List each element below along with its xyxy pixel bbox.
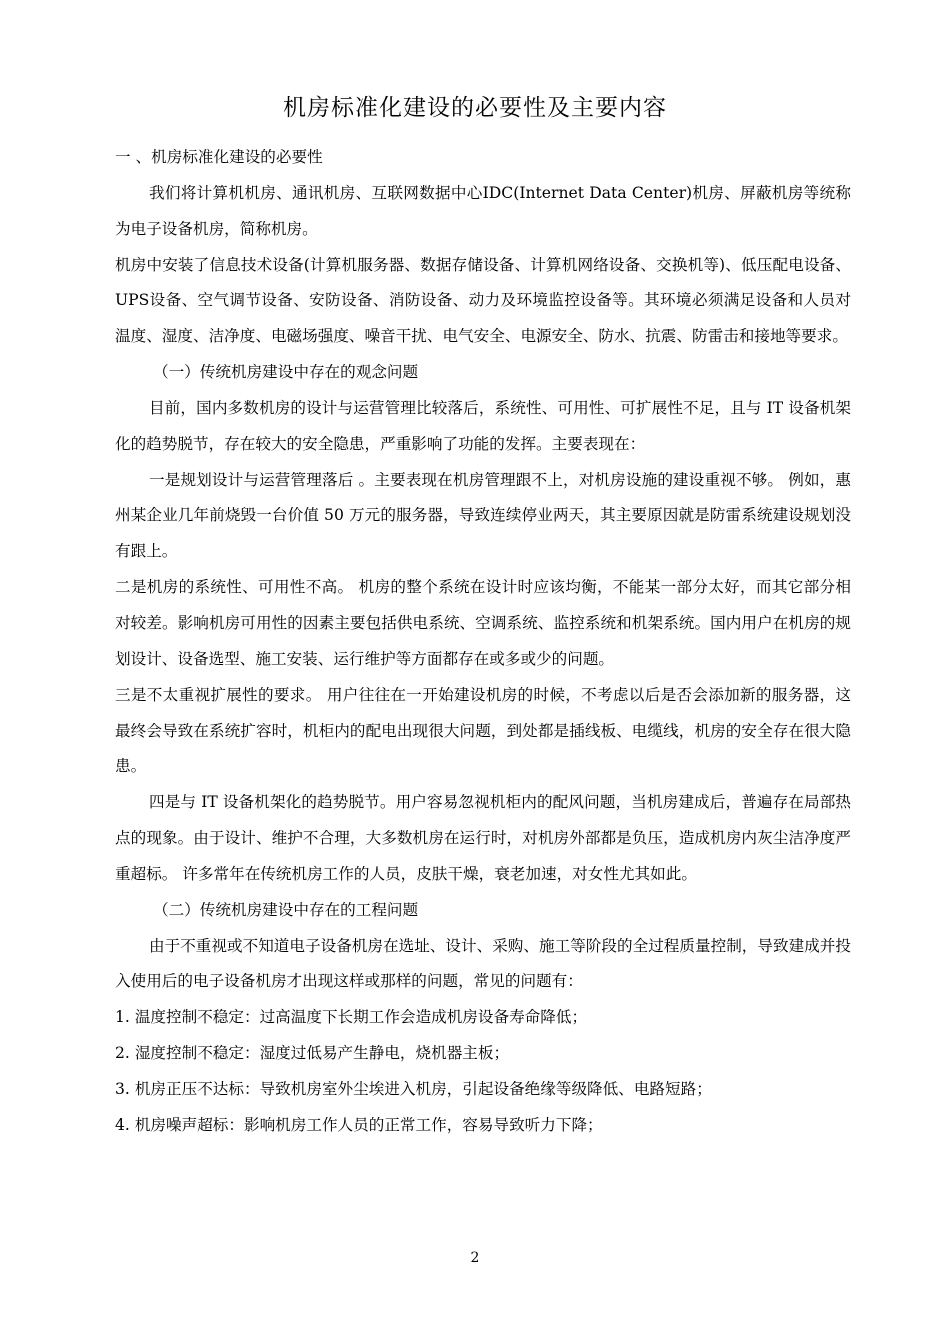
paragraph-intro-2: 机房中安装了信息技术设备(计算机服务器、数据存储设备、计算机网络设备、交换机等)、低压配电设备、UPS设备、空气调节设备、安防设备、消防设备、动力及环境监控设备等。其环境必须满足设备和人员对温度、湿度、洁净度、电磁场强度、噪音干扰、电气安全、电源安全、防水、抗震、防雷击和接地等要求。 bbox=[115, 255, 851, 346]
paragraph-concept-1: 一是规划设计与运营管理落后 。主要表现在机房管理跟不上，对机房设施的建设重视不够。 例如，惠州某企业几年前烧毁一台价值 50 万元的服务器，导致连续停业两天，其主要原因就是防雷系统建设规划没有跟上。 bbox=[115, 470, 851, 561]
list-item: 2. 湿度控制不稳定：湿度过低易产生静电，烧机器主板； bbox=[115, 1044, 510, 1063]
paragraph-concept-3: 三是不太重视扩展性的要求。 用户往往在一开始建设机房的时候，不考虑以后是否会添加新的服务器，这最终会导致在系统扩容时，机柜内的配电出现很大问题，到处都是插线板、电缆线，机房的安全存在很大隐患。 bbox=[115, 685, 851, 776]
paragraph-concept-4: 四是与 IT 设备机架化的趋势脱节。用户容易忽视机柜内的配风问题，当机房建成后，普遍存在局部热点的现象。由于设计、维护不合理，大多数机房在运行时，对机房外部都是负压，造成机房内灰尘洁净度严重超标。 许多常年在传统机房工作的人员，皮肤干燥，衰老加速，对女性尤其如此。 bbox=[115, 793, 851, 883]
page-number: 2 bbox=[470, 1250, 480, 1266]
paragraph-engineering-intro: 由于不重视或不知道电子设备机房在选址、设计、采购、施工等阶段的全过程质量控制，导致建成并投入使用后的电子设备机房才出现这样或那样的问题，常见的问题有： bbox=[115, 936, 851, 991]
paragraph-concept-2: 二是机房的系统性、可用性不高。 机房的整个系统在设计时应该均衡，不能某一部分太好，而其它部分相对较差。影响机房可用性的因素主要包括供电系统、空调系统、监控系统和机架系统。国内用户在机房的规划设计、设备选型、施工安装、运行维护等方面都存在或多或少的问题。 bbox=[115, 578, 851, 668]
subsection-heading-concept: （一）传统机房建设中存在的观念问题 bbox=[153, 363, 419, 382]
document-body bbox=[115, 140, 851, 1144]
list-item: 3. 机房正压不达标：导致机房室外尘埃进入机房，引起设备绝缘等级降低、电路短路； bbox=[115, 1079, 712, 1098]
paragraph-concept-intro: 目前，国内多数机房的设计与运营管理比较落后，系统性、可用性、可扩展性不足，且与 IT 设备机架化的趋势脱节，存在较大的安全隐患，严重影响了功能的发挥。主要表现在： bbox=[115, 398, 851, 453]
section-heading: 一 、机房标准化建设的必要性 bbox=[115, 148, 323, 166]
list-item: 1. 温度控制不稳定：过高温度下长期工作会造成机房设备寿命降低； bbox=[115, 1008, 588, 1027]
list-item: 4. 机房噪声超标：影响机房工作人员的正常工作，容易导致听力下降； bbox=[115, 1115, 603, 1134]
subsection-heading-engineering: （二）传统机房建设中存在的工程问题 bbox=[153, 900, 419, 919]
document-title: 机房标准化建设的必要性及主要内容 bbox=[283, 95, 667, 121]
paragraph-intro-1: 我们将计算机机房、通讯机房、互联网数据中心IDC(Internet Data Center)机房、屏蔽机房等统称为电子设备机房，简称机房。 bbox=[115, 183, 851, 238]
